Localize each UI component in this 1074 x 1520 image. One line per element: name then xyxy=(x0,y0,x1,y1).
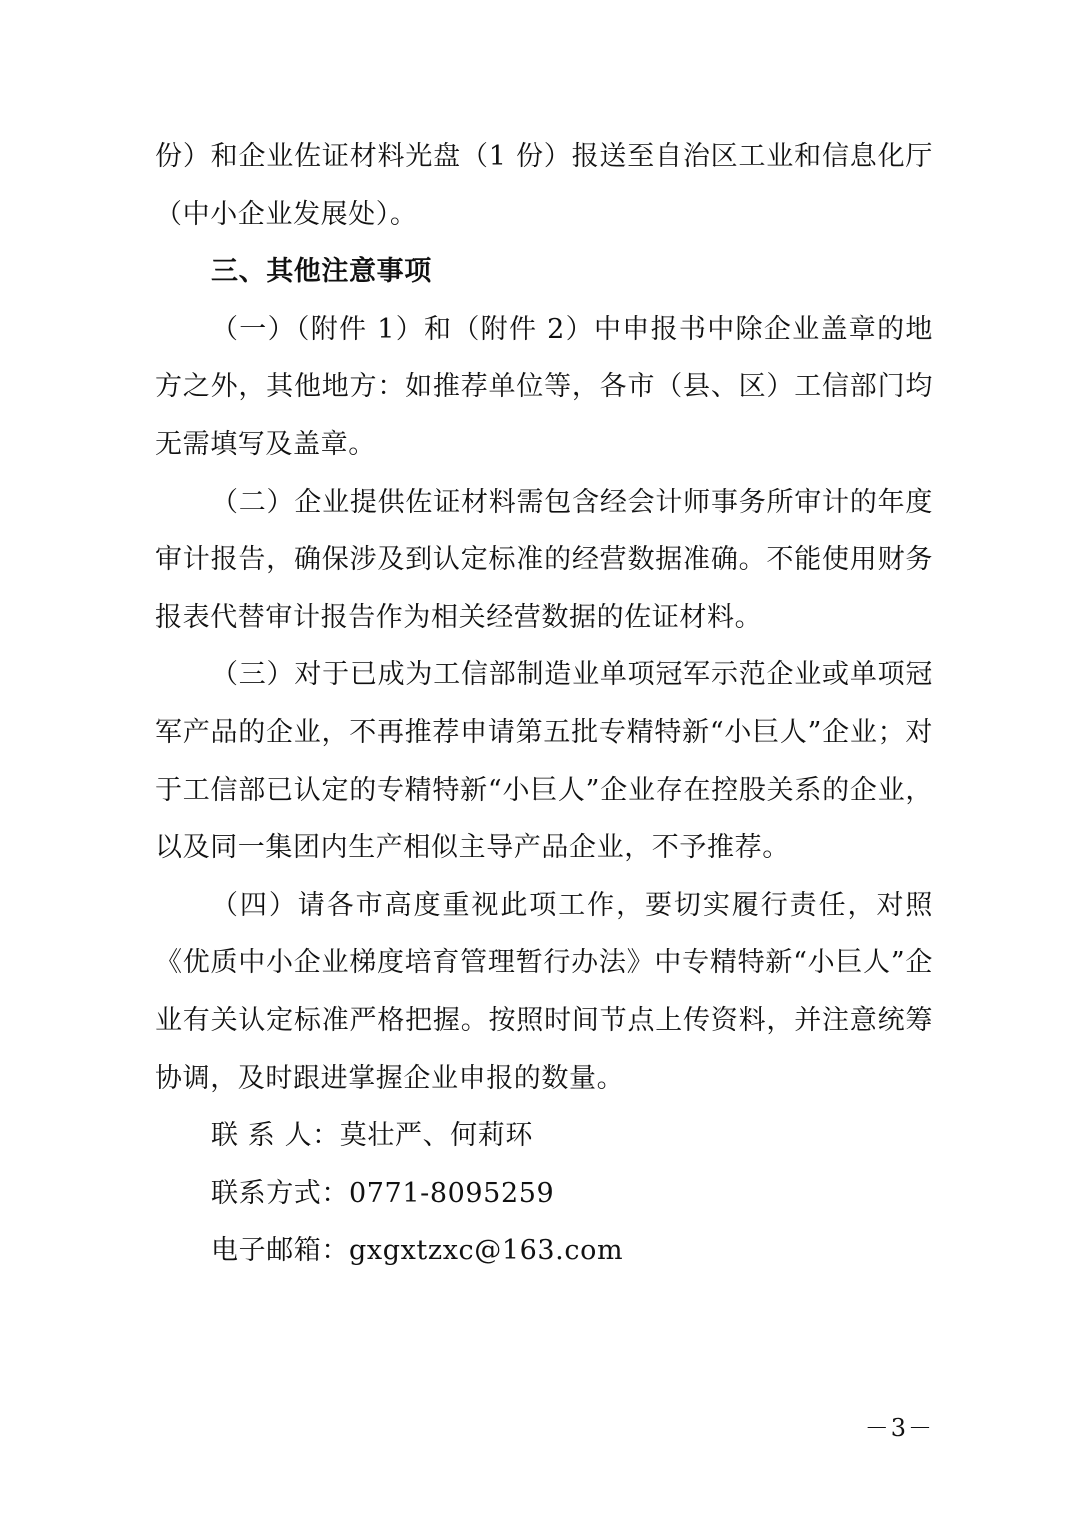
paragraph-continuation: 份）和企业佐证材料光盘（1 份）报送至自治区工业和信息化厅（中小企业发展处）。 xyxy=(155,141,933,230)
contact-person: 联 系 人：莫壮严、何莉环 xyxy=(211,1120,533,1152)
page-number: －3－ xyxy=(864,1414,934,1442)
paragraph-item-2: （二）企业提供佐证材料需包含经会计师事务所审计的年度审计报告，确保涉及到认定标准的经营数据准确。不能使用财务报表代替审计报告作为相关经营数据的佐证材料。 xyxy=(155,486,933,633)
contact-email: 电子邮箱：gxgxtzxc@163.com xyxy=(211,1235,624,1267)
contact-phone: 联系方式：0771-8095259 xyxy=(211,1177,555,1209)
paragraph-item-1: （一）（附件 1）和（附件 2）中申报书中除企业盖章的地方之外，其他地方：如推荐单位等，各市（县、区）工信部门均无需填写及盖章。 xyxy=(155,313,933,460)
section-heading: 三、其他注意事项 xyxy=(211,256,432,288)
paragraph-item-3: （三）对于已成为工信部制造业单项冠军示范企业或单项冠军产品的企业，不再推荐申请第五批专精特新“小巨人”企业；对于工信部已认定的专精特新“小巨人”企业存在控股关系的企业，以及同一集团内生产相似主导产品企业，不予推荐。 xyxy=(155,659,933,864)
body-text xyxy=(155,128,933,1280)
paragraph-item-4: （四）请各市高度重视此项工作，要切实履行责任，对照《优质中小企业梯度培育管理暂行办法》中专精特新“小巨人”企业有关认定标准严格把握。按照时间节点上传资料，并注意统筹协调，及时跟进掌握企业申报的数量。 xyxy=(155,889,933,1094)
